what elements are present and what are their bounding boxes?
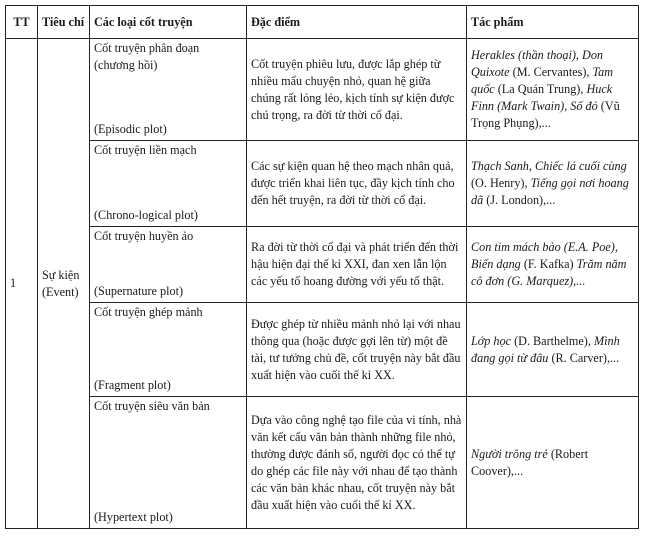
plot-features: Cốt truyện phiêu lưu, được lắp ghép từ nhiều mẩu chuyện nhỏ, quan hệ giữa chúng rất lỏng lẻo, kịch tính sự kiện được chú trọng, ra đời từ thời cổ đại. <box>247 39 467 141</box>
plot-features: Dựa vào công nghệ tạo file của vi tính, nhà văn kết cấu văn bản thành những file nhỏ, thường được đánh số, người đọc có thể tự do ghép các file này với nhau để tạo thành các văn bản khác nhau, cốt truyện này bắt đầu xuất hiện vào cuối thế kỉ XX. <box>247 397 467 529</box>
work-title-run: (Mark Twain), Số đỏ <box>497 99 598 113</box>
work-title-run: Lớp học <box>471 333 512 348</box>
plot-type-cell <box>90 227 247 303</box>
work-title-run: Trăm năm cô đơn (G. Marquez),... <box>471 257 627 288</box>
table-row <box>6 303 639 397</box>
header-features: Đặc điểm <box>247 6 467 39</box>
plot-type-english: (Hypertext plot) <box>94 510 173 524</box>
table-row <box>6 141 639 227</box>
plot-type-cell <box>90 303 247 397</box>
header-row <box>6 6 639 39</box>
header-types: Các loại cốt truyện <box>90 6 247 39</box>
plot-type-english: (Episodic plot) <box>94 122 167 136</box>
header-tt: TT <box>6 6 38 39</box>
plot-features: Ra đời từ thời cổ đại và phát triển đến thời hậu hiện đại thế kỉ XXI, đan xen lẫn lộn các yếu tố hoang đường với yếu tố thật. <box>247 227 467 303</box>
work-title-run: Con tim mách bảo (E.A. Poe), Biến dạng <box>471 240 618 271</box>
plot-works <box>467 141 639 227</box>
work-title-run: Tiếng gọi nơi hoang dã <box>471 176 629 207</box>
work-title-run: (F. Kafka) <box>520 257 577 271</box>
plot-works <box>467 303 639 397</box>
plot-type-cell <box>90 39 247 141</box>
plot-type-name: Cốt truyện liền mạch <box>94 143 197 157</box>
work-title-run: (J. London),... <box>483 193 556 207</box>
plot-features: Được ghép từ nhiều mảnh nhỏ lại với nhau thông qua (hoặc được gợi lên từ) một đề tài, tư tưởng chủ đề, cốt truyện này bắt đầu xuất hiện vào cuối thế kỉ XX. <box>247 303 467 397</box>
plot-type-cell <box>90 397 247 529</box>
table-row <box>6 227 639 303</box>
group-criterion: Sự kiện (Event) <box>38 39 90 529</box>
work-title-run: Herakles (thần thoại), Don Quixote <box>471 48 604 79</box>
plot-type-name: Cốt truyện phân đoạn (chương hồi) <box>94 41 200 72</box>
work-title-run: Người trông trẻ <box>471 446 548 461</box>
work-title-run: (Vũ Trọng Phụng),... <box>471 99 620 130</box>
plot-type-english: (Chrono-logical plot) <box>94 208 198 222</box>
plot-type-name: Cốt truyện ghép mảnh <box>94 305 203 319</box>
work-title-run: Huck Finn <box>471 82 613 113</box>
work-title-run: (Robert Coover),... <box>471 446 589 478</box>
plot-type-name: Cốt truyện siêu văn bản <box>94 399 210 413</box>
work-title-run: Mình đang gọi từ đâu <box>471 333 620 365</box>
header-criterion: Tiêu chí <box>38 6 90 39</box>
plot-type-name: Cốt truyện huyền ảo <box>94 229 194 243</box>
work-title-run: Thạch Sanh, Chiếc lá cuối cùng <box>471 159 627 173</box>
plot-works <box>467 227 639 303</box>
table-row <box>6 397 639 529</box>
work-title-run: (O. Henry), <box>471 176 531 190</box>
plot-features: Các sự kiện quan hệ theo mạch nhân quả, được triển khai liên tục, đầy kịch tính cho đến hết truyện, ra đời từ thời cổ đại. <box>247 141 467 227</box>
work-title-run: (M. Cervantes), <box>509 65 593 79</box>
work-title-run: (D. Barthelme), <box>511 333 594 348</box>
plot-type-cell <box>90 141 247 227</box>
table-row <box>6 39 639 141</box>
work-title-run: (La Quán Trung), <box>494 82 587 96</box>
group-number: 1 <box>6 39 38 529</box>
plot-type-english: (Supernature plot) <box>94 284 184 298</box>
header-works: Tác phẩm <box>467 6 639 39</box>
work-title-run: (R. Carver),... <box>548 350 620 365</box>
plot-works <box>467 397 639 529</box>
plot-types-table <box>5 5 639 529</box>
plot-works <box>467 39 639 141</box>
work-title-run: Tam quốc <box>471 65 614 96</box>
plot-type-english: (Fragment plot) <box>94 378 171 392</box>
